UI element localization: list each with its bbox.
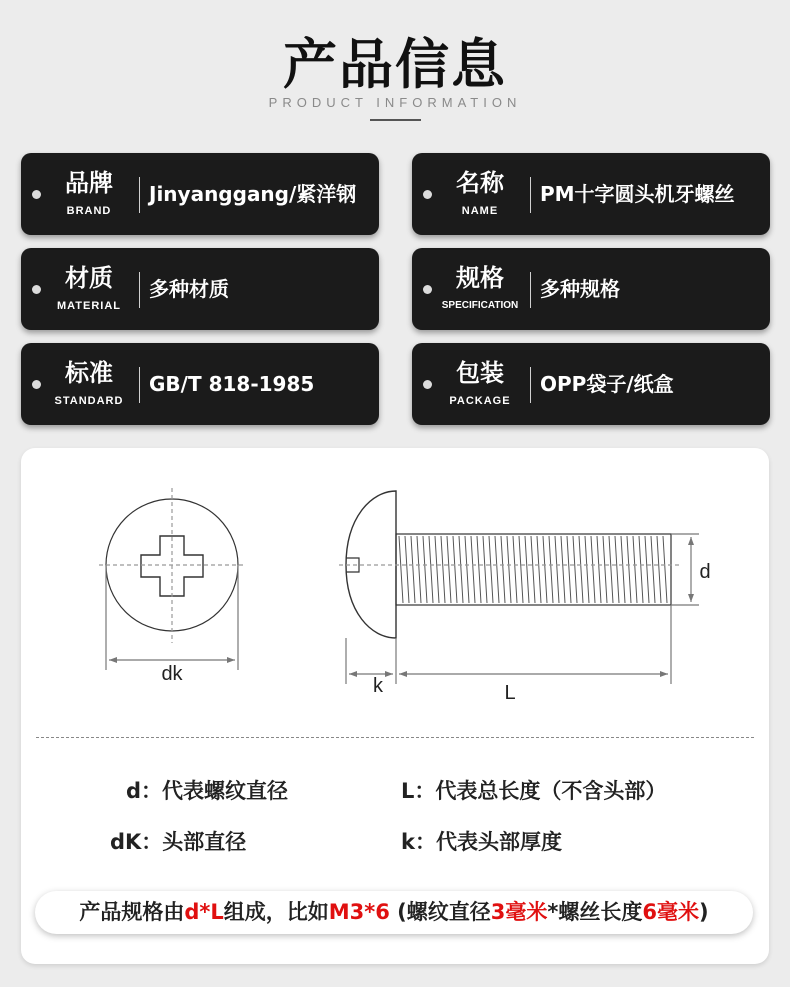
bullet-dot [423, 380, 432, 389]
title-underline [370, 119, 421, 121]
thread-lines [399, 536, 667, 603]
spec-key-en: STANDARD [54, 395, 124, 407]
spec-value: PM十字圆头机牙螺丝 [540, 182, 735, 206]
spec-key-en: BRAND [66, 205, 112, 217]
divider [139, 367, 140, 403]
note-text: (螺纹直径 [389, 900, 491, 924]
legend-dK: dK：头部直径 [110, 830, 247, 854]
spec-key [434, 167, 526, 217]
spec-key-zh: 名称 [456, 169, 504, 197]
legend-k: k：代表头部厚度 [401, 830, 562, 854]
bullet-dot [423, 285, 432, 294]
divider [530, 272, 531, 308]
page-title: 产品信息 [283, 33, 507, 96]
bullet-dot [423, 190, 432, 199]
spec-value: Jinyanggang/紧洋钢 [149, 182, 357, 206]
spec-card-name [412, 153, 770, 235]
spec-key-en: MATERIAL [56, 300, 121, 312]
spec-key-en: PACKAGE [449, 395, 511, 407]
spec-value: 多种规格 [540, 277, 620, 301]
legend-d: d：代表螺纹直径 [126, 779, 289, 803]
divider [530, 177, 531, 213]
spec-key [43, 167, 135, 217]
dashed-divider [36, 737, 754, 738]
note-text: ) [699, 900, 709, 924]
bullet-dot [32, 190, 41, 199]
dim-label-d: d [699, 561, 711, 583]
spec-key-zh: 品牌 [65, 169, 113, 197]
spec-format-note [35, 891, 753, 934]
bullet-dot [32, 380, 41, 389]
note-highlight: d*L [184, 900, 224, 924]
page-subtitle: PRODUCT INFORMATION [268, 95, 522, 110]
spec-value: 多种材质 [149, 277, 229, 301]
spec-key [43, 262, 135, 312]
divider [139, 177, 140, 213]
spec-key [434, 262, 526, 311]
spec-key-en: SPECIFICATION [441, 300, 519, 311]
spec-key [43, 357, 135, 407]
divider [139, 272, 140, 308]
legend-L: L：代表总长度（不含头部） [401, 779, 667, 803]
spec-key-zh: 材质 [65, 264, 113, 292]
spec-key-zh: 标准 [65, 359, 113, 387]
spec-key-en: NAME [461, 205, 499, 217]
note-highlight: M3*6 [328, 900, 390, 924]
bullet-dot [32, 285, 41, 294]
note-text: *螺丝长度 [547, 900, 643, 924]
note-highlight: 3毫米 [490, 900, 548, 924]
spec-key-zh: 规格 [456, 264, 504, 292]
note-highlight: 6毫米 [642, 900, 700, 924]
spec-card-standard [21, 343, 379, 425]
divider [530, 367, 531, 403]
spec-card-package [412, 343, 770, 425]
screw-diagram [21, 448, 769, 728]
spec-value: OPP袋子/纸盒 [540, 372, 674, 396]
spec-card-material [21, 248, 379, 330]
dimension-panel [21, 448, 769, 964]
spec-card-brand [21, 153, 379, 235]
note-text: 组成，比如 [223, 900, 329, 924]
spec-card-specification [412, 248, 770, 330]
note-text: 产品规格由 [79, 900, 185, 924]
spec-key-zh: 包装 [456, 359, 504, 387]
dim-label-dk: dk [161, 663, 183, 685]
dim-label-k: k [373, 675, 383, 697]
spec-value: GB/T 818-1985 [149, 372, 315, 396]
dim-label-L: L [504, 682, 516, 704]
spec-key [434, 357, 526, 407]
